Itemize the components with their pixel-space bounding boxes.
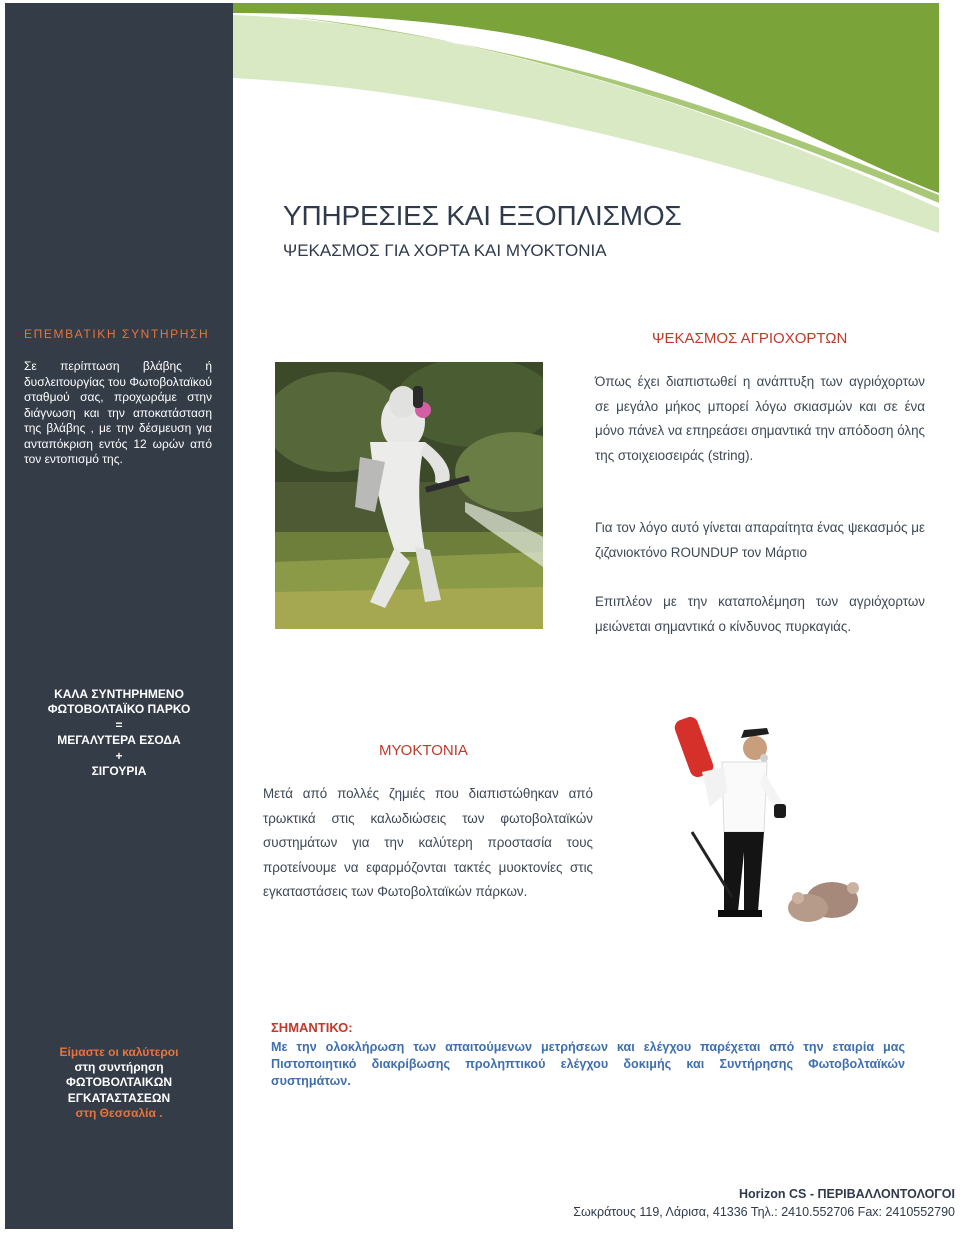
weed-spraying-photo bbox=[275, 362, 543, 629]
best-line: ΦΩΤΟΒΟΛΤΑΙΚΩΝ bbox=[66, 1075, 172, 1090]
rodent-section-heading: ΜΥΟΚΤΟΝΙΑ bbox=[379, 742, 468, 759]
sidebar-text: Σε περίπτωση βλάβης ή δυσλειτουργίας του Φωτοβολταϊκού σταθμού σας, προχωράμε στην διάγνωση και την αποκατάσταση της βλάβης , με την δέσμευση για ανταπόκριση εντός 12 ωρών από τον εντοπισμό της. bbox=[24, 359, 212, 466]
slogan-line: ΣΙΓΟΥΡΙΑ bbox=[91, 764, 147, 779]
important-heading: ΣΗΜΑΝΤΙΚΟ: bbox=[271, 1020, 353, 1035]
slogan-line: + bbox=[115, 748, 123, 763]
sidebar-best-block bbox=[5, 1045, 233, 1121]
weed-paragraph: Επιπλέον με την καταπολέμηση των αγριόχορτων μειώνεται σημαντικά ο κίνδυνος πυρκαγιάς. bbox=[595, 594, 925, 634]
weed-paragraph: Όπως έχει διαπιστωθεί η ανάπτυξη των αγριόχορτων σε μεγάλο μήκος μπορεί λόγω σκιασμών και σε ένα μόνο πάνελ να επηρεάσει σημαντικά την απόδοση όλης της στοιχειοσειράς (string). bbox=[595, 374, 925, 463]
slogan-line: = bbox=[115, 717, 123, 732]
page-title: ΥΠΗΡΕΣΙΕΣ ΚΑΙ ΕΞΟΠΛΙΣΜΟΣ bbox=[283, 200, 682, 231]
best-line: ΕΓΚΑΤΑΣΤΑΣΕΩΝ bbox=[67, 1090, 171, 1105]
footer-company: Horizon CS - ΠΕΡΙΒΑΛΛΟΝΤΟΛΟΓΟΙ bbox=[738, 1187, 955, 1201]
rodent-control-photo bbox=[652, 712, 870, 932]
slogan-line: ΜΕΓΑΛΥΤΕΡΑ ΕΣΟΔΑ bbox=[57, 733, 181, 748]
footer-address: Σωκράτους 119, Λάρισα, 41336 Τηλ.: 2410.552706 Fax: 2410552790 bbox=[573, 1205, 955, 1219]
slogan-line: ΦΩΤΟΒΟΛΤΑΪΚΟ ΠΑΡΚΟ bbox=[47, 702, 191, 717]
sidebar-slogan bbox=[5, 687, 233, 779]
weed-section-heading: ΨΕΚΑΣΜΟΣ ΑΓΡΙΟΧΟΡΤΩΝ bbox=[652, 330, 848, 347]
best-line: Είμαστε οι καλύτεροι bbox=[59, 1045, 179, 1059]
rodent-paragraph: Μετά από πολλές ζημιές που διαπιστώθηκαν από τρωκτικά στις καλωδιώσεις των φωτοβολταϊκών συστημάτων για την καλύτερη προστασία τους προτείνουμε να εφαρμόζονται τακτές μυοκτονίες στις εγκαταστάσεις των Φωτοβολταϊκών πάρκων. bbox=[263, 786, 593, 899]
page-subtitle: ΨΕΚΑΣΜΟΣ ΓΙΑ ΧΟΡΤΑ ΚΑΙ ΜΥΟΚΤΟΝΙΑ bbox=[283, 241, 607, 260]
important-text: Με την ολοκλήρωση των απαιτούμενων μετρήσεων και ελέγχου παρέχεται από την εταιρία μας Πιστοποιητικό διακρίβωσης προληπτικού ελέγχου δοκιμής και Συντήρησης Φωτοβολταϊκών συστημάτων. bbox=[271, 1040, 905, 1088]
weed-paragraph: Για τον λόγο αυτό γίνεται απαραίτητα ένας ψεκασμός με ζιζανιοκτόνο ROUNDUP τον Μάρτιο bbox=[595, 520, 925, 560]
best-line: στη συντήρηση bbox=[74, 1060, 164, 1075]
best-line: στη Θεσσαλία . bbox=[75, 1105, 163, 1120]
slogan-line: ΚΑΛΑ ΣΥΝΤΗΡΗΜΕΝΟ bbox=[54, 687, 184, 701]
sidebar-heading: ΕΠΕΜΒΑΤΙΚΗ ΣΥΝΤΗΡΗΣΗ bbox=[24, 327, 210, 341]
